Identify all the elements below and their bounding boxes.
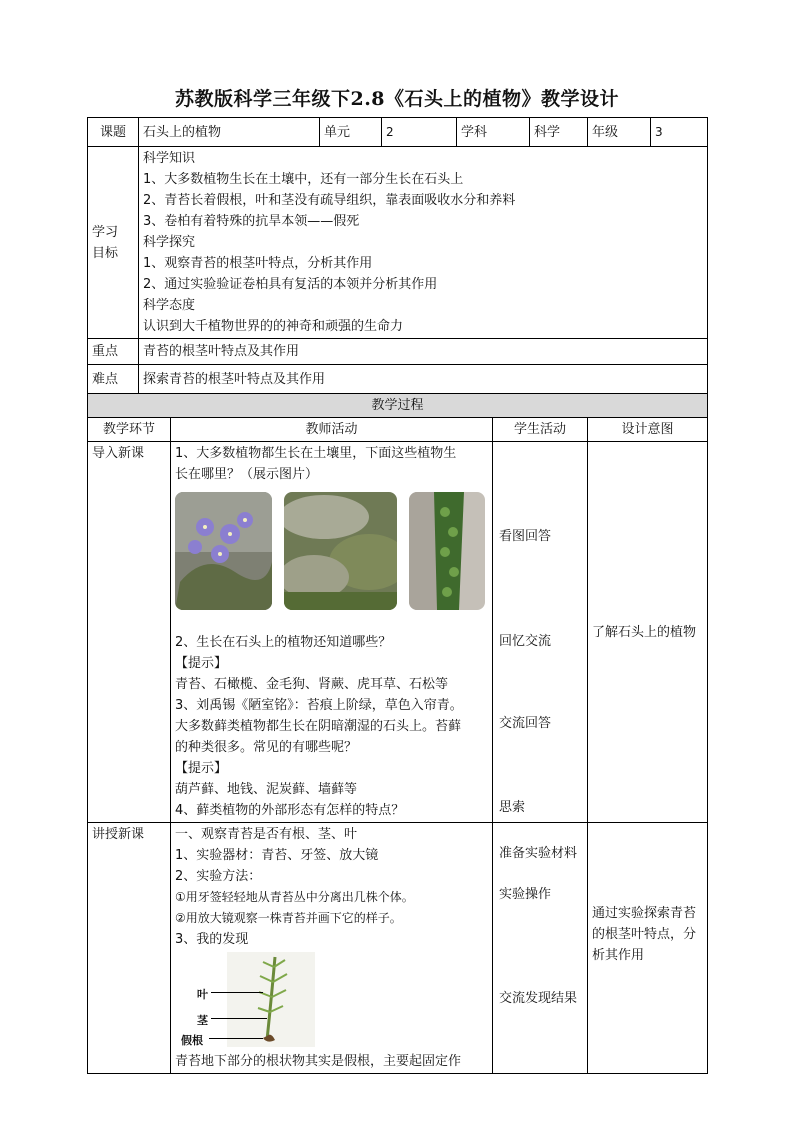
teacher-line: 1、实验器材：青苔、牙签、放大镜 — [175, 848, 379, 863]
grade-label: 年级 — [588, 118, 651, 147]
student-activity: 看图回答 — [499, 529, 552, 544]
method-line: ①用牙签轻轻地从青苔丛中分离出几株个体。 — [175, 890, 414, 904]
grade-value: 3 — [651, 118, 708, 147]
goal-line: 认识到大千植物世界的的神奇和顽强的生命力 — [143, 319, 404, 334]
header-row — [88, 118, 708, 147]
root-label: 假根 — [181, 1034, 203, 1047]
flower-photo — [175, 492, 272, 610]
new-lesson-stage: 讲授新课 — [88, 823, 171, 1074]
intro-teacher — [171, 442, 493, 823]
teacher-line: 2、实验方法： — [175, 869, 262, 884]
goals-label: 学习 目标 — [88, 147, 139, 339]
col-header-teacher: 教师活动 — [171, 418, 493, 442]
moss-diagram — [175, 952, 330, 1047]
unit-value: 2 — [382, 118, 457, 147]
course-label: 课题 — [88, 118, 139, 147]
goal-line: 2、通过实验验证卷柏具有复活的本领并分析其作用 — [143, 277, 438, 292]
goals-content — [139, 147, 708, 339]
key-point-row — [88, 339, 708, 365]
stem-label: 茎 — [197, 1014, 208, 1027]
difficulty-label: 难点 — [88, 365, 139, 394]
goal-line: 1、观察青苔的根茎叶特点，分析其作用 — [143, 256, 373, 271]
leaf-label: 叶 — [197, 988, 208, 1001]
teacher-line: 青苔地下部分的根状物其实是假根，主要起固定作 — [175, 1054, 462, 1069]
student-activity: 回忆交流 — [499, 634, 552, 649]
new-lesson-intent: 通过实验探索青苔的根茎叶特点，分析其作用 — [588, 823, 708, 1074]
difficulty-text: 探索青苔的根茎叶特点及其作用 — [139, 365, 708, 394]
teacher-line: 【提示】 — [175, 656, 228, 671]
method-line: ②用放大镜观察一株青苔并画下它的样子。 — [175, 911, 402, 925]
difficulty-row — [88, 365, 708, 394]
goal-line: 科学探究 — [143, 235, 196, 250]
goal-line: 科学态度 — [143, 298, 196, 313]
new-lesson-row — [88, 823, 708, 1074]
teacher-line: 青苔、石橄榄、金毛狗、肾蕨、虎耳草、石松等 — [175, 677, 449, 692]
col-header-stage: 教学环节 — [88, 418, 171, 442]
intro-stage: 导入新课 — [88, 442, 171, 823]
goal-line: 1、大多数植物生长在土壤中，还有一部分生长在石头上 — [143, 172, 464, 187]
intro-row — [88, 442, 708, 823]
process-header-row — [88, 418, 708, 442]
new-lesson-student — [493, 823, 588, 1074]
subject-label: 学科 — [457, 118, 530, 147]
col-header-intent: 设计意图 — [588, 418, 708, 442]
goals-row — [88, 147, 708, 339]
plant-photos — [175, 492, 488, 632]
student-activity: 准备实验材料 — [499, 846, 578, 861]
moss-rock-photo — [284, 492, 397, 610]
student-activity: 实验操作 — [499, 887, 552, 902]
teacher-line: 长在哪里？（展示图片） — [175, 467, 319, 482]
lesson-plan-table — [87, 117, 708, 1074]
finding-heading: 3、我的发现 — [175, 932, 249, 947]
col-header-student: 学生活动 — [493, 418, 588, 442]
intro-student — [493, 442, 588, 823]
goal-line: 3、卷柏有着特殊的抗旱本领——假死 — [143, 214, 360, 229]
teacher-line: 的种类很多。常见的有哪些呢？ — [175, 740, 358, 755]
teacher-line: 1、大多数植物都生长在土壤里，下面这些植物生 — [175, 446, 457, 461]
teacher-line: 葫芦藓、地钱、泥炭藓、墙藓等 — [175, 782, 358, 797]
teacher-line: 大多数藓类植物都生长在阴暗潮湿的石头上。苔藓 — [175, 719, 462, 734]
process-title: 教学过程 — [88, 394, 708, 418]
key-point-label: 重点 — [88, 339, 139, 365]
process-title-row — [88, 394, 708, 418]
student-activity: 交流发现结果 — [499, 991, 578, 1006]
goal-line: 2、青苔长着假根，叶和茎没有疏导组织，靠表面吸收水分和养料 — [143, 193, 516, 208]
document-title: 苏教版科学三年级下2.8《石头上的植物》教学设计 — [174, 88, 620, 110]
course-value: 石头上的植物 — [139, 118, 320, 147]
subject-value: 科学 — [530, 118, 588, 147]
teacher-line: 2、生长在石头上的植物还知道哪些？ — [175, 635, 392, 650]
new-lesson-teacher — [171, 823, 493, 1074]
teacher-line: 3、刘禹锡《陋室铭》：苔痕上阶绿，草色入帘青。 — [175, 698, 463, 713]
key-point-text: 青苔的根茎叶特点及其作用 — [139, 339, 708, 365]
intro-intent: 了解石头上的植物 — [588, 442, 708, 823]
student-activity: 交流回答 — [499, 716, 552, 731]
unit-label: 单元 — [320, 118, 382, 147]
goal-line: 科学知识 — [143, 151, 196, 166]
student-activity: 思索 — [499, 800, 526, 815]
teacher-line: 一、观察青苔是否有根、茎、叶 — [175, 827, 358, 842]
teacher-line: 4、藓类植物的外部形态有怎样的特点？ — [175, 803, 405, 818]
succulent-rock-photo — [409, 492, 485, 610]
teacher-line: 【提示】 — [175, 761, 228, 776]
